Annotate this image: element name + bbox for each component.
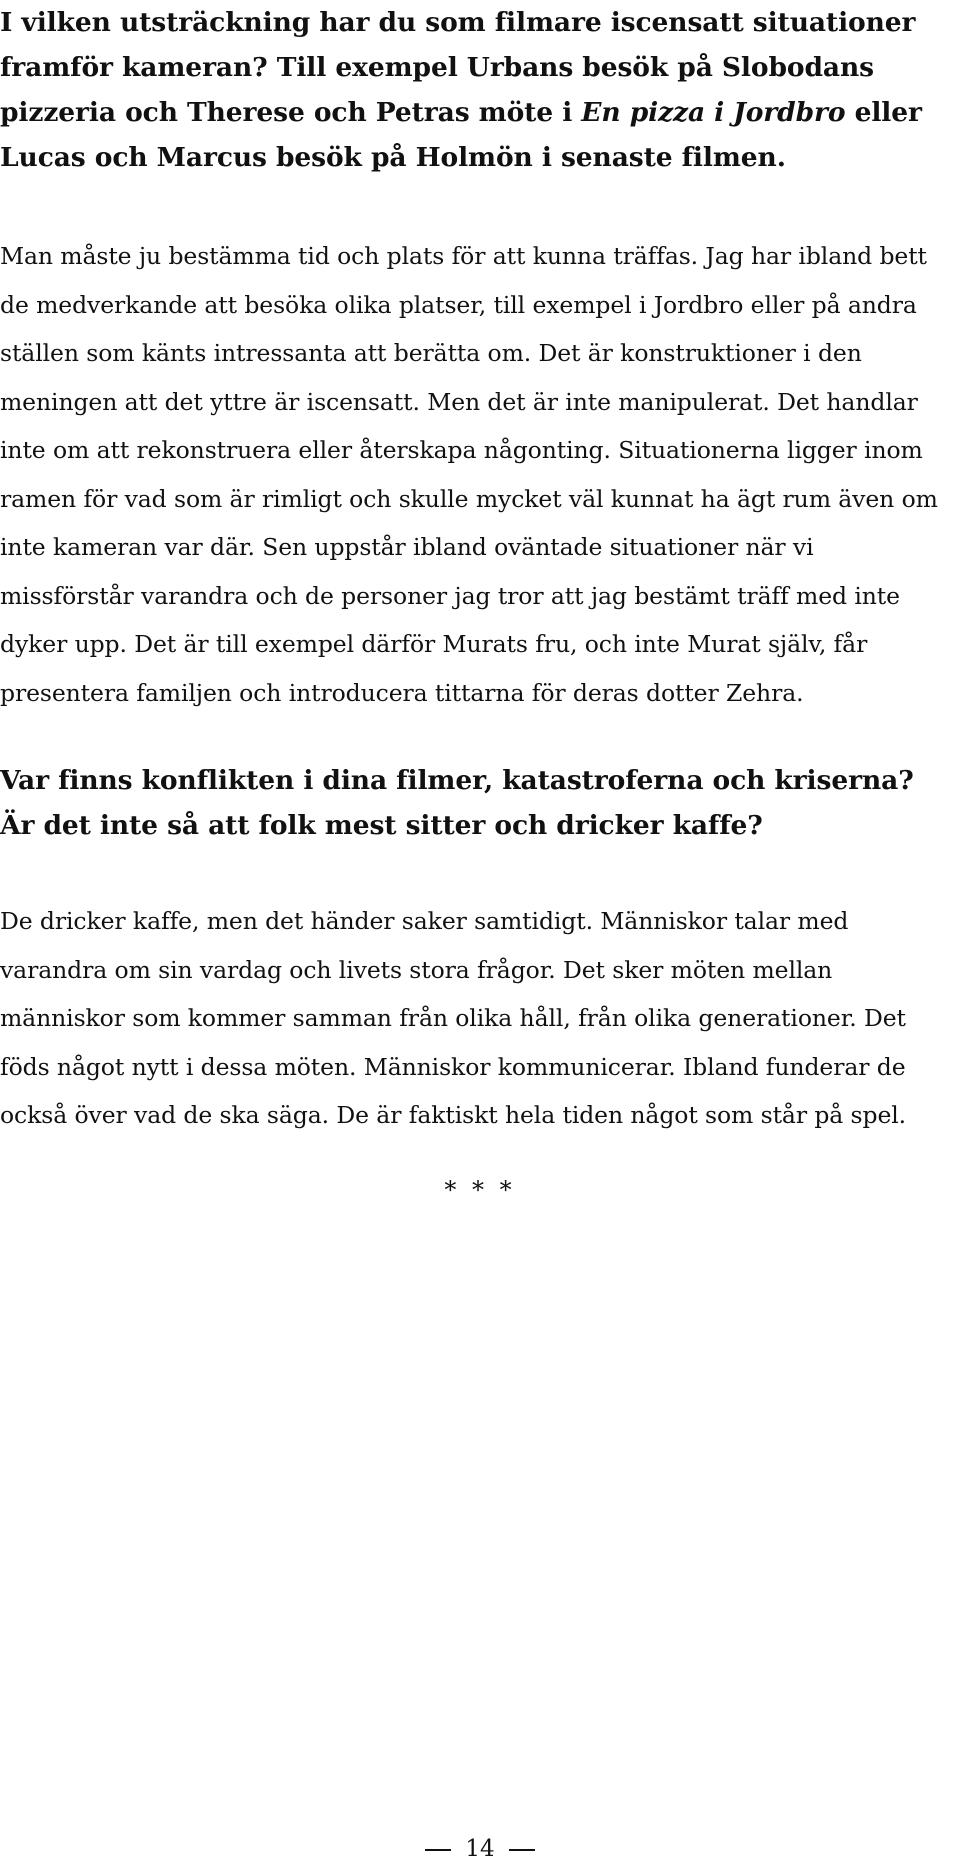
film-title: En pizza i Jordbro (581, 97, 846, 128)
section-separator: * * * (444, 1176, 516, 1204)
right-dash (509, 1849, 535, 1851)
page-number: 14 (465, 1836, 495, 1862)
question-1 (0, 0, 940, 180)
answer-2: De dricker kaffe, men det händer saker samtidigt. Människor talar med varandra om sin vardag och livets stora frågor. Det sker möten mellan människor som kommer samman från olika håll, från olika generationer. Det föds något nytt i dessa möten. Människor kommunicerar. Ibland funderar de också över vad de ska säga. De är faktiskt hela tiden något som står på spel. (0, 907, 907, 1129)
left-dash (425, 1849, 451, 1851)
question-1-text-end: eller Lucas och Marcus besök på Holmön i senaste filmen. (0, 97, 922, 173)
page-number-footer (0, 1836, 960, 1862)
question-1-text: I vilken utsträckning har du som filmare iscensatt situationer framför kameran? Till exempel Urbans besök på Slobodans pizzeria och Therese och Petras möte i (0, 7, 916, 128)
question-2: Var finns konflikten i dina filmer, katastroferna och kriserna? Är det inte så att folk mest sitter och dricker kaffe? (0, 765, 914, 841)
answer-1: Man måste ju bestämma tid och plats för att kunna träffas. Jag har ibland bett de medverkande att besöka olika platser, till exempel i Jordbro eller på andra ställen som känts intressanta att berätta om. Det är konstruktioner i den meningen att det yttre är iscensatt. Men det är inte manipulerat. Det handlar inte om att rekonstruera eller återskapa någonting. Situationerna ligger inom ramen för vad som är rimligt och skulle mycket väl kunnat ha ägt rum även om inte kameran var där. Sen uppstår ibland oväntade situationer när vi missförstår varandra och de personer jag tror att jag bestämt träff med inte dyker upp. Det är till exempel därför Murats fru, och inte Murat själv, får presentera familjen och introducera tittarna för deras dotter Zehra. (0, 242, 938, 707)
